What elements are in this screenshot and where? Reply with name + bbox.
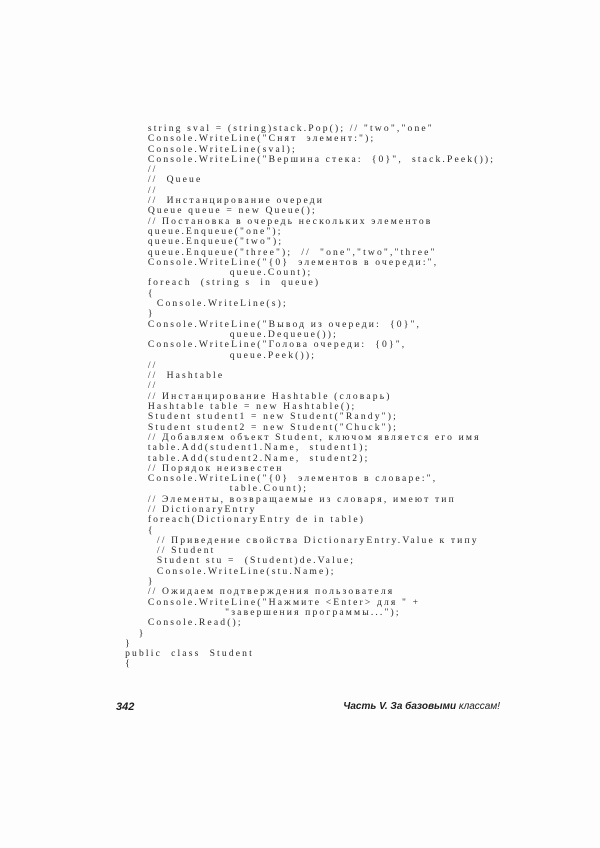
- code-listing: [116, 124, 516, 670]
- code-line: foreach (string s in queue): [116, 277, 321, 289]
- code-line: // Hashtable: [116, 370, 225, 382]
- code-line: Student student1 = new Student("Randy");: [116, 411, 398, 423]
- code-line: Console.WriteLine("Вершина стека: {0}", stack.Peek());: [116, 153, 496, 165]
- code-line: // Ожидаем подтверждения пользователя: [116, 586, 395, 598]
- code-line: // Queue: [116, 174, 203, 186]
- code-line: Hashtable table = new Hashtable();: [116, 401, 357, 413]
- code-line: //: [116, 380, 158, 392]
- code-line: Console.WriteLine("Снят элемент:");: [116, 133, 376, 145]
- code-line: Console.WriteLine("{0} элементов в очереди:",: [116, 256, 439, 268]
- code-line: {: [116, 287, 155, 299]
- code-line: queue.Enqueue("three"); // "one","two","three": [116, 246, 437, 258]
- code-line: string sval = (string)stack.Pop(); // "two","one": [116, 123, 434, 134]
- running-head: [343, 701, 500, 712]
- code-line: Console.WriteLine(stu.Name);: [116, 565, 336, 577]
- code-line: }: [116, 627, 146, 639]
- code-line: queue.Count);: [116, 267, 313, 279]
- code-line: }: [116, 308, 155, 320]
- code-line: // Постановка в очередь нескольких элементов: [116, 215, 433, 227]
- code-line: }: [116, 576, 155, 588]
- code-line: //: [116, 164, 158, 176]
- code-line: // DictionaryEntry: [116, 503, 257, 515]
- code-line: // Student: [116, 545, 216, 557]
- code-line: Console.WriteLine("Голова очереди: {0}",: [116, 339, 407, 351]
- code-line: queue.Enqueue("one");: [116, 225, 283, 237]
- code-line: //: [116, 359, 158, 371]
- page-footer: [116, 701, 500, 717]
- code-line: "завершения программы...");: [116, 606, 401, 618]
- code-line: Queue queue = new Queue();: [116, 205, 317, 217]
- code-line: {: [116, 524, 155, 536]
- page-number: 342: [116, 701, 135, 713]
- code-line: table.Add(student1.Name, student1);: [116, 442, 370, 454]
- code-line: // Порядок неизвестен: [116, 462, 284, 474]
- code-line: Student student2 = new Student("Chuck");: [116, 421, 398, 433]
- code-line: Console.WriteLine(s);: [116, 298, 288, 310]
- running-head-part: Часть V. За базовыми: [343, 701, 457, 712]
- code-line: Console.WriteLine("{0} элементов в словаре:",: [116, 473, 438, 485]
- code-line: queue.Enqueue("two");: [116, 236, 284, 248]
- code-line: }: [116, 637, 132, 649]
- code-line: // Добавляем объект Student, ключом является его имя: [116, 431, 481, 443]
- code-line: // Приведение свойства DictionaryEntry.Value к типу: [116, 534, 479, 546]
- code-line: // Инстанцирование Hashtable (словарь): [116, 390, 392, 402]
- code-line: table.Add(student2.Name, student2);: [116, 452, 370, 464]
- code-line: //: [116, 184, 158, 196]
- code-line: Console.Read();: [116, 617, 243, 629]
- running-head-rest: классам!: [456, 701, 500, 712]
- code-line: Console.WriteLine("Вывод из очереди: {0}",: [116, 318, 422, 330]
- code-line: queue.Peek());: [116, 349, 317, 361]
- code-line: Console.WriteLine("Нажмите <Enter> для " +: [116, 596, 421, 608]
- code-line: table.Count);: [116, 483, 309, 495]
- code-line: // Инстанцирование очереди: [116, 195, 325, 207]
- code-line: queue.Dequeue());: [116, 328, 338, 340]
- code-line: public class Student: [116, 648, 254, 660]
- code-line: Student stu = (Student)de.Value;: [116, 555, 356, 567]
- code-line: // Элементы, возвращаемые из словаря, имеют тип: [116, 493, 456, 505]
- code-line: {: [116, 658, 132, 670]
- code-line: Console.WriteLine(sval);: [116, 143, 297, 155]
- code-line: foreach(DictionaryEntry de in table): [116, 514, 366, 526]
